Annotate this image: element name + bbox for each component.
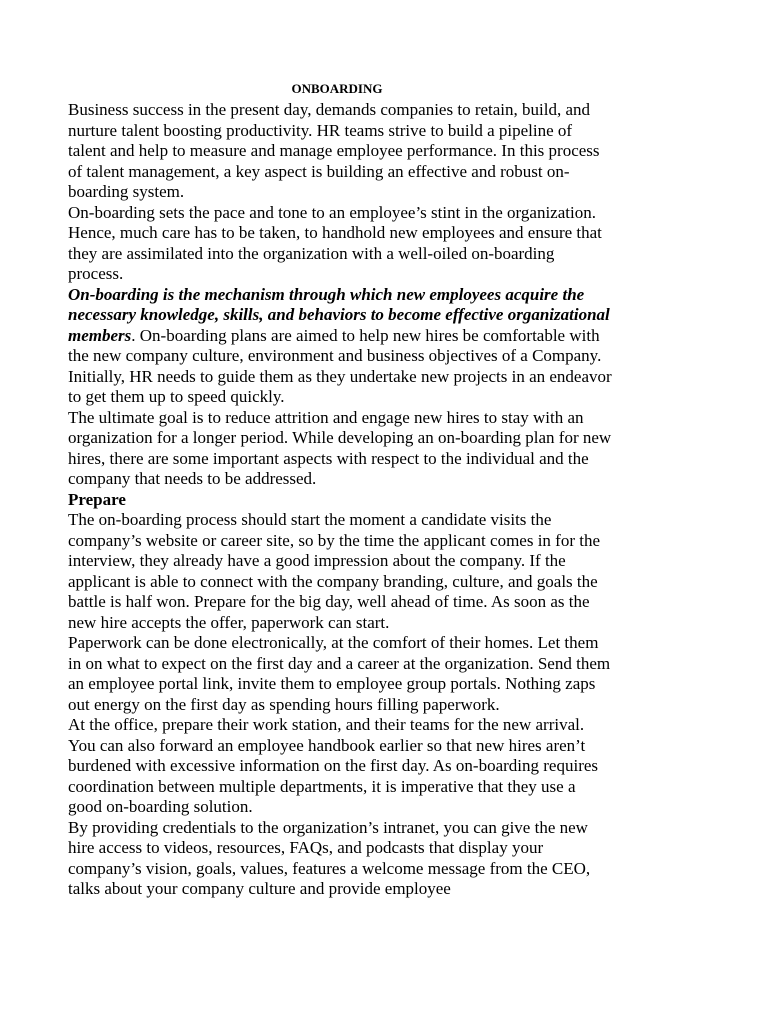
paragraph-prepare: The on-boarding process should start the moment a candidate visits the company’s website or career site, so by the time the applicant comes in for the interview, they already have a good impression about the company. If the applicant is able to connect with the company branding, culture, and goals the battle is half won. Prepare for the big day, well ahead of time. As soon as the new hire accepts the offer, paperwork can start. [68, 510, 601, 632]
document-title [68, 80, 612, 98]
document-page [68, 80, 612, 900]
document-title-text: ONBOARDING [291, 81, 383, 96]
paragraph-goal: The ultimate goal is to reduce attrition and engage new hires to stay with an organization for a longer period. While developing an on-boarding plan for new hires, there are some important aspects with respect to the individual and the company that needs to be addressed. [68, 407, 612, 488]
paragraph-pace-and-tone: On-boarding sets the pace and tone to an employee’s stint in the organization. Hence, much care has to be taken, to handhold new employees and ensure that they are assimilated into the organization with a well-oiled on-boarding process. [68, 202, 602, 283]
paragraph-intro: Business success in the present day, demands companies to retain, build, and nurture talent boosting productivity. HR teams strive to build a pipeline of talent and help to measure and manage employee performance. In this process of talent management, a key aspect is building an effective and robust on-boarding system. [68, 100, 600, 201]
definition-rest: . On-boarding plans are aimed to help new hires be comfortable with the new company culture, environment and business objectives of a Company. Initially, HR needs to guide them as they undertake new projects in an endeavor to get them up to speed quickly. [68, 325, 612, 406]
definition-emphasis: On-boarding is the mechanism through which new employees acquire the necessary knowledge, skills, and behaviors to become effective organizational members [68, 284, 610, 345]
section-heading-prepare: Prepare [68, 489, 126, 509]
paragraph-definition [68, 285, 612, 408]
paragraph-office: At the office, prepare their work station, and their teams for the new arrival. You can also forward an employee handbook earlier so that new hires aren’t burdened with excessive information on the first day. As on-boarding requires coordination between multiple departments, it is imperative that they use a good on-boarding solution. [68, 715, 599, 816]
paragraph-paperwork: Paperwork can be done electronically, at the comfort of their homes. Let them in on what to expect on the first day and a career at the organization. Send them an employee portal link, invite them to employee group portals. Nothing zaps out energy on the first day as spending hours filling paperwork. [68, 633, 611, 714]
paragraph-credentials: By providing credentials to the organization’s intranet, you can give the new hire access to videos, resources, FAQs, and podcasts that display your company’s vision, goals, values, features a welcome message from the CEO, talks about your company culture and provide employee [68, 817, 591, 898]
